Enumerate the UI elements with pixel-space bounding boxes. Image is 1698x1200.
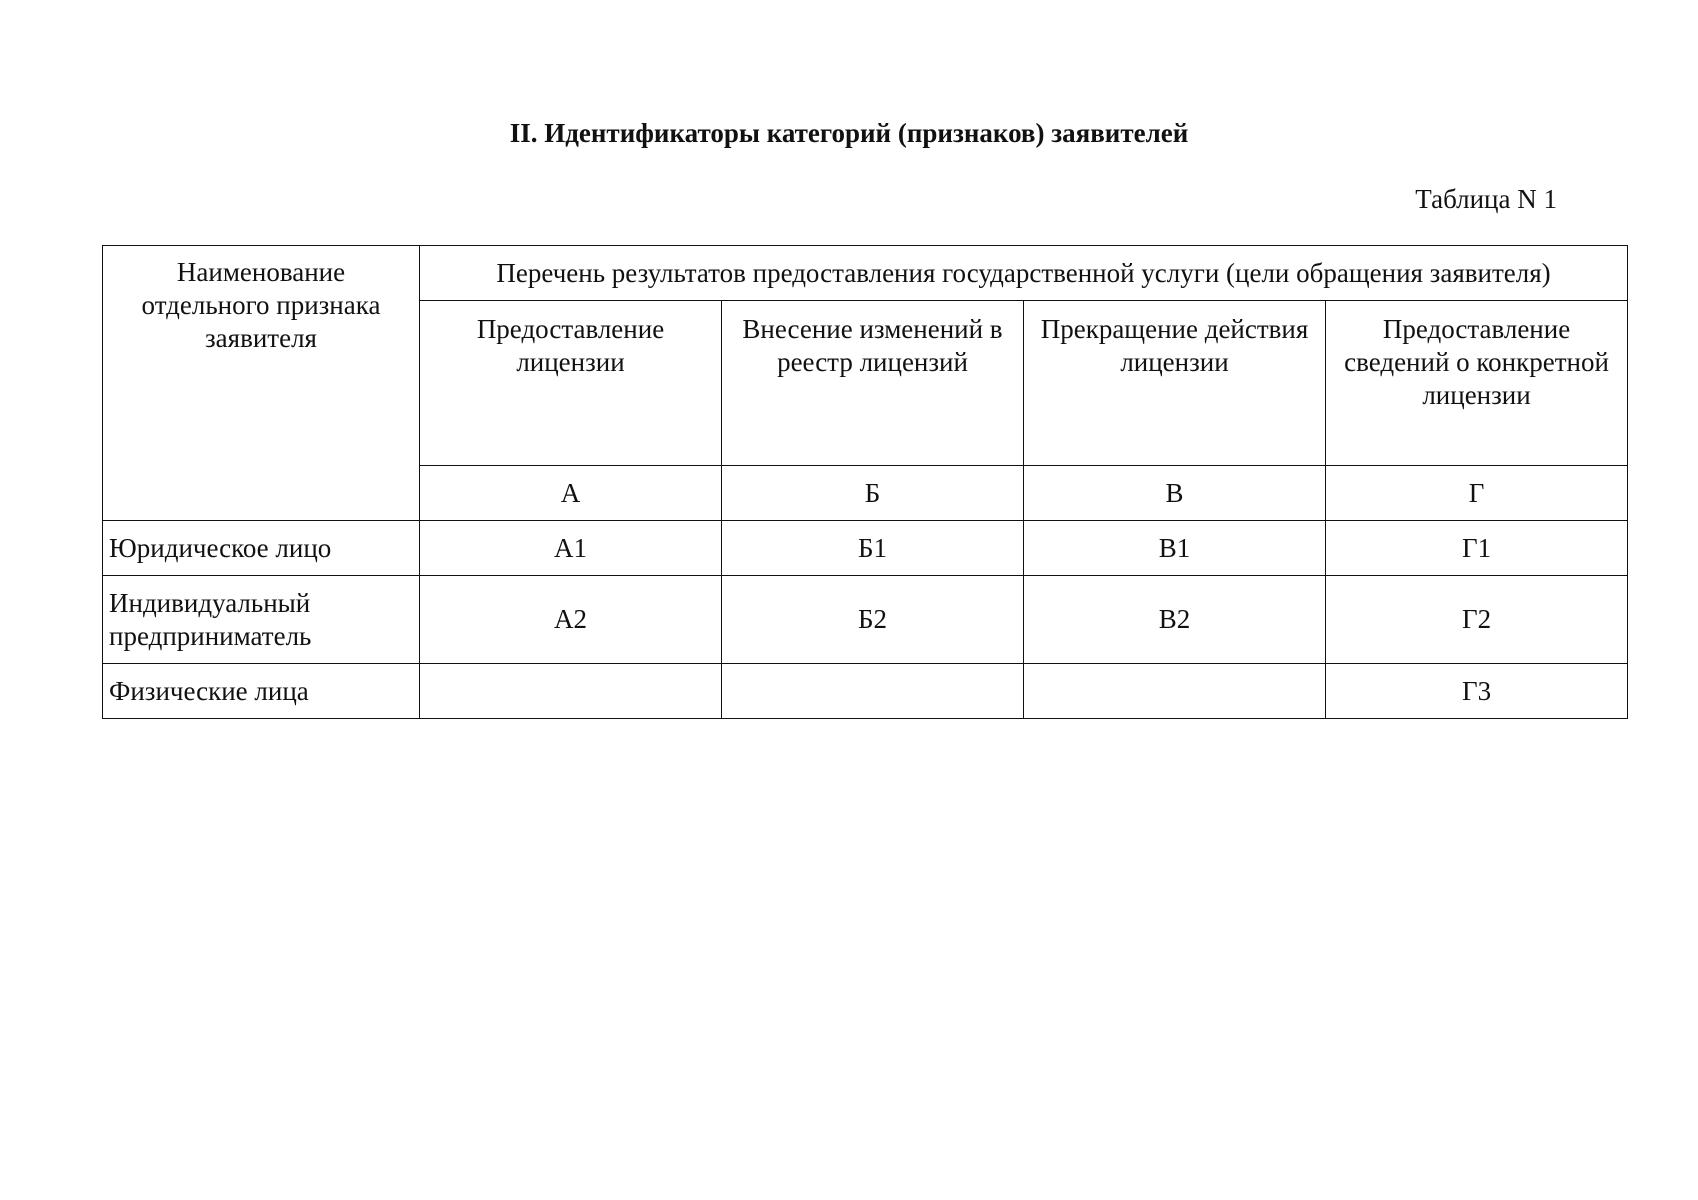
table-cell: Б2 bbox=[722, 576, 1024, 664]
header-row-span bbox=[103, 246, 1628, 301]
table-cell bbox=[420, 664, 722, 719]
column-code-g: Г bbox=[1326, 466, 1628, 521]
table-cell bbox=[1024, 664, 1326, 719]
column-header-v: Прекращение действия лицензии bbox=[1024, 301, 1326, 466]
table-row bbox=[103, 576, 1628, 664]
table-number-label: Таблица N 1 bbox=[1415, 184, 1557, 214]
table-cell: А2 bbox=[420, 576, 722, 664]
column-code-a: А bbox=[420, 466, 722, 521]
table-cell: Б1 bbox=[722, 521, 1024, 576]
row-label: Юридическое лицо bbox=[103, 521, 420, 576]
column-header-a: Предоставление лицензии bbox=[420, 301, 722, 466]
row-label: Индивидуальный предприниматель bbox=[103, 576, 420, 664]
column-header-b: Внесение изменений в реестр лицензий bbox=[722, 301, 1024, 466]
table-cell: Г2 bbox=[1326, 576, 1628, 664]
column-header-g: Предоставление сведений о конкретной лицензии bbox=[1326, 301, 1628, 466]
table-cell: А1 bbox=[420, 521, 722, 576]
applicant-categories-table bbox=[102, 245, 1628, 719]
table-row bbox=[103, 664, 1628, 719]
table-cell: В1 bbox=[1024, 521, 1326, 576]
service-results-header: Перечень результатов предоставления государственной услуги (цели обращения заявителя) bbox=[420, 246, 1628, 301]
table-row bbox=[103, 521, 1628, 576]
applicant-attribute-header: Наименование отдельного признака заявителя bbox=[103, 246, 420, 521]
column-code-v: В bbox=[1024, 466, 1326, 521]
table-cell: В2 bbox=[1024, 576, 1326, 664]
document-heading: II. Идентификаторы категорий (признаков) заявителей bbox=[509, 118, 1189, 148]
table-cell: Г1 bbox=[1326, 521, 1628, 576]
table-cell bbox=[722, 664, 1024, 719]
row-label: Физические лица bbox=[103, 664, 420, 719]
table-cell: Г3 bbox=[1326, 664, 1628, 719]
column-code-b: Б bbox=[722, 466, 1024, 521]
